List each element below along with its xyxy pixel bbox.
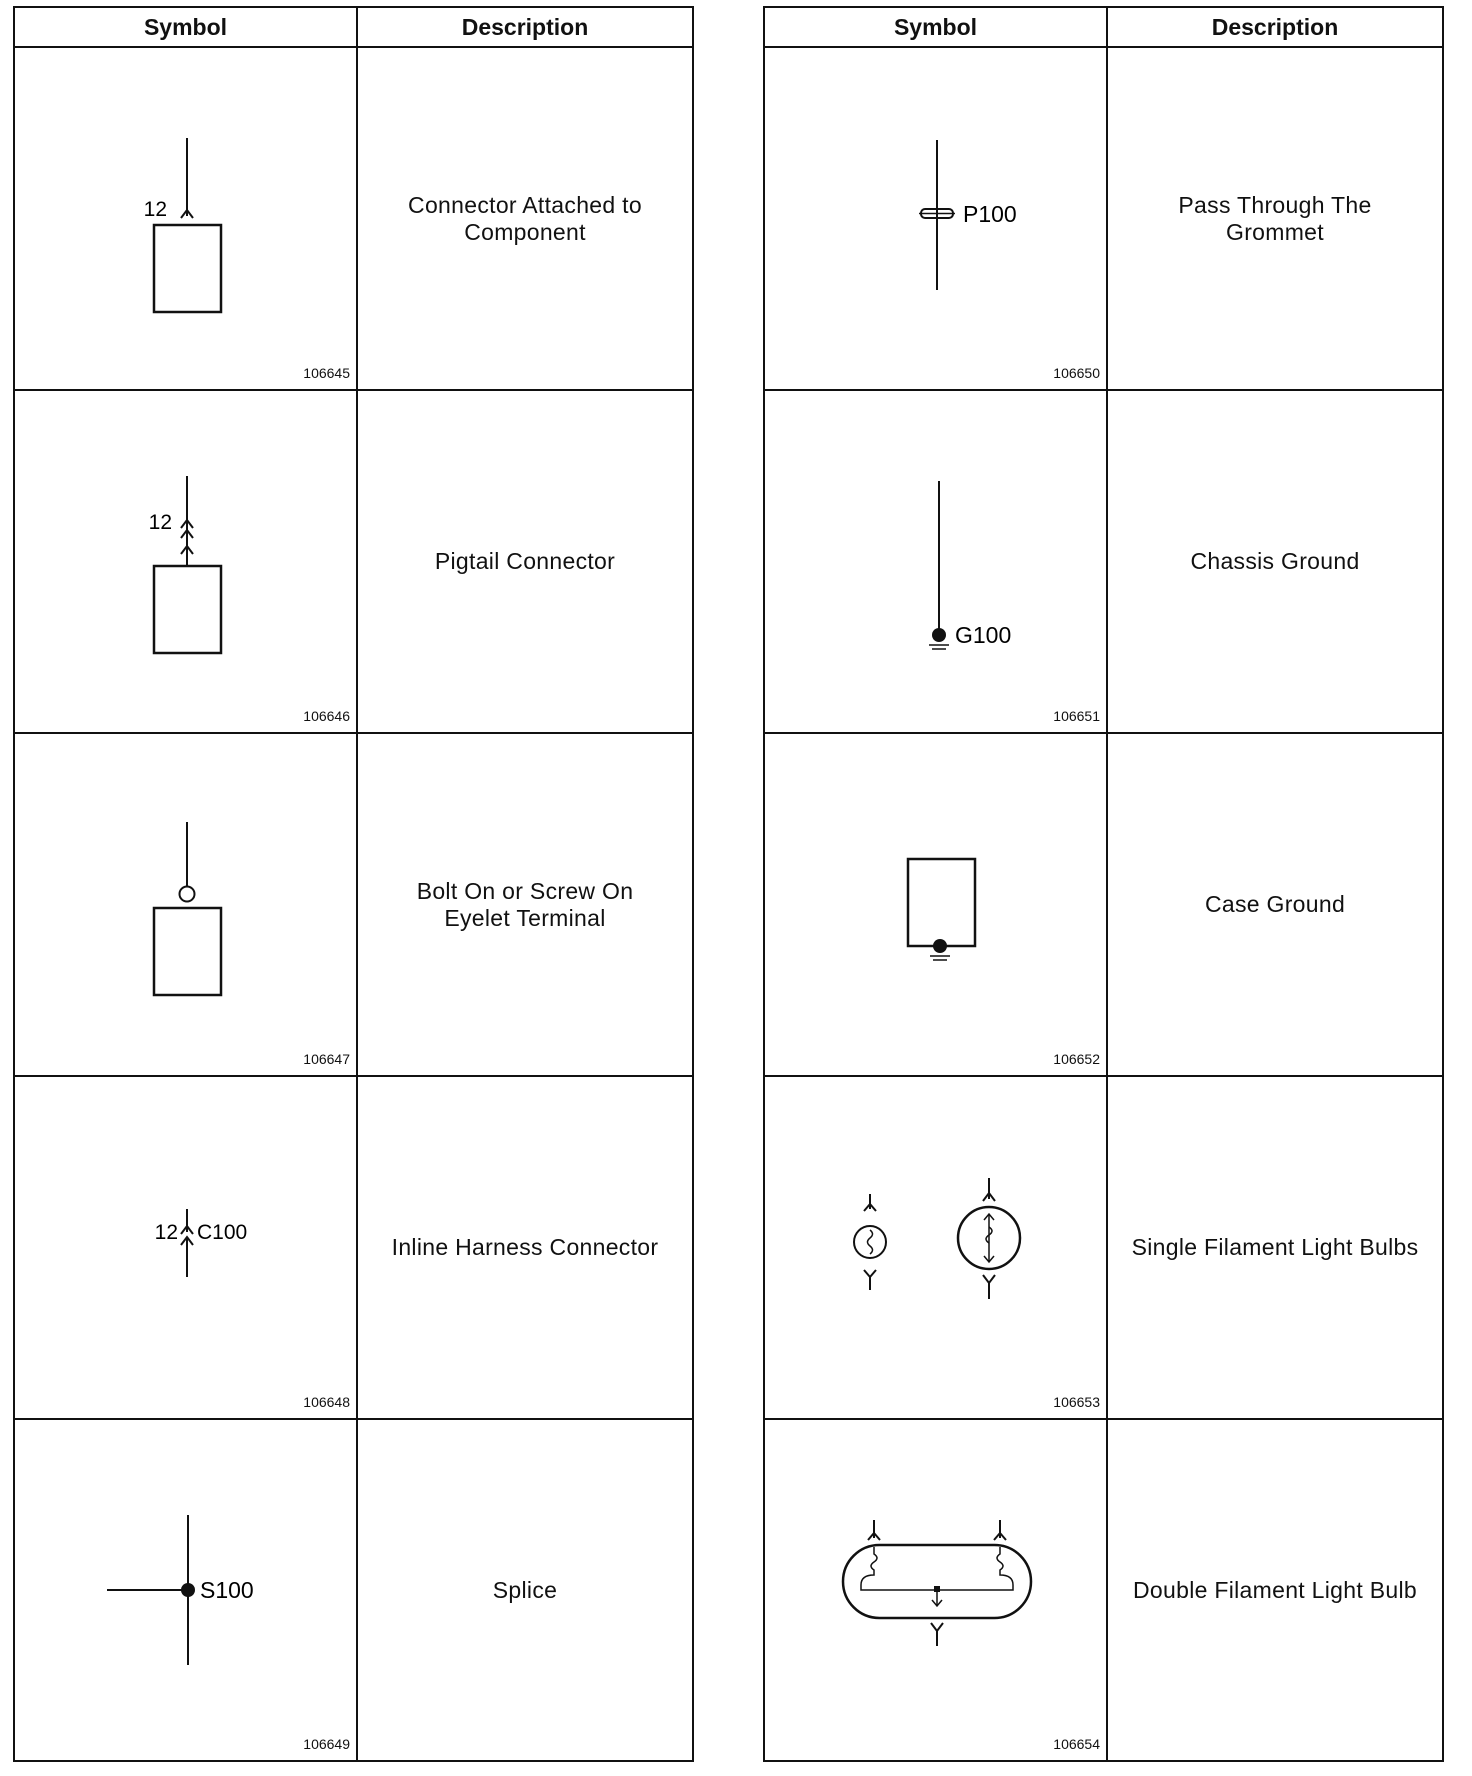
small-bulb-icon	[854, 1194, 886, 1290]
table-row	[15, 391, 692, 734]
header-symbol: Symbol	[143, 14, 228, 40]
figure-code: 106654	[1053, 1736, 1100, 1752]
connector-attached-symbol	[15, 48, 356, 389]
grommet-symbol	[765, 48, 1106, 389]
description-cell	[358, 1077, 692, 1418]
table-header	[765, 8, 1442, 48]
symbol-cell	[765, 391, 1106, 732]
symbol-cell	[765, 1077, 1106, 1418]
inline-connector-symbol	[15, 1077, 356, 1418]
description-cell	[1108, 391, 1442, 732]
figure-code: 106652	[1053, 1051, 1100, 1067]
eyelet-terminal-symbol	[15, 734, 356, 1075]
description-text: Bolt On or Screw On Eyelet Terminal	[416, 877, 634, 931]
symbol-cell	[15, 1077, 356, 1418]
description-cell	[1108, 48, 1442, 389]
symbol-table-left	[13, 6, 694, 1762]
table-row	[15, 1077, 692, 1420]
table-row	[765, 1420, 1442, 1760]
chassis-ground-symbol	[765, 391, 1106, 732]
description-text: Pigtail Connector	[434, 548, 616, 574]
symbol-cell	[765, 734, 1106, 1075]
symbol-cell	[15, 734, 356, 1075]
table-row	[765, 1077, 1442, 1420]
symbol-cell	[765, 48, 1106, 389]
pin-label: 12	[148, 511, 172, 534]
description-cell	[358, 391, 692, 732]
figure-code: 106651	[1053, 708, 1100, 724]
table-header	[15, 8, 692, 48]
pin-label: 12	[143, 198, 167, 221]
description-text: Splice	[492, 1576, 558, 1603]
table-row	[15, 48, 692, 391]
ground-label: G100	[955, 622, 1012, 648]
symbol-cell	[15, 1420, 356, 1760]
symbol-cell	[15, 48, 356, 389]
table-row	[15, 1420, 692, 1760]
description-cell	[1108, 1077, 1442, 1418]
header-description: Description	[1211, 14, 1339, 40]
splice-label: S100	[200, 1577, 254, 1603]
figure-code: 106648	[303, 1394, 350, 1410]
header-description: Description	[461, 14, 589, 40]
description-text: Case Ground	[1204, 891, 1346, 917]
grommet-label: P100	[963, 201, 1017, 227]
table-row	[15, 734, 692, 1077]
description-text: Connector Attached to Component	[408, 191, 642, 245]
figure-code: 106653	[1053, 1394, 1100, 1410]
splice-symbol	[15, 1420, 356, 1760]
description-text: Pass Through The Grommet	[1178, 191, 1372, 245]
symbol-table-right	[763, 6, 1444, 1762]
figure-code: 106647	[303, 1051, 350, 1067]
symbol-cell	[765, 1420, 1106, 1760]
connector-label: C100	[197, 1221, 248, 1244]
figure-code: 106645	[303, 365, 350, 381]
figure-code: 106650	[1053, 365, 1100, 381]
table-row	[765, 48, 1442, 391]
pin-label: 12	[154, 1221, 178, 1244]
table-row	[765, 391, 1442, 734]
description-text: Double Filament Light Bulb	[1133, 1576, 1417, 1603]
description-cell	[1108, 1420, 1442, 1760]
description-cell	[358, 1420, 692, 1760]
description-text: Chassis Ground	[1190, 548, 1360, 574]
figure-code: 106646	[303, 708, 350, 724]
description-cell	[1108, 734, 1442, 1075]
pigtail-connector-symbol	[15, 391, 356, 732]
large-bulb-icon	[958, 1178, 1020, 1299]
case-ground-symbol	[765, 734, 1106, 1075]
description-cell	[358, 734, 692, 1075]
double-filament-bulb-symbol	[765, 1420, 1106, 1760]
description-text: Inline Harness Connector	[391, 1234, 659, 1260]
header-symbol: Symbol	[893, 14, 978, 40]
description-cell	[358, 48, 692, 389]
table-row	[765, 734, 1442, 1077]
figure-code: 106649	[303, 1736, 350, 1752]
single-filament-bulbs-symbol	[765, 1077, 1106, 1418]
description-text: Single Filament Light Bulbs	[1131, 1234, 1419, 1260]
symbol-cell	[15, 391, 356, 732]
